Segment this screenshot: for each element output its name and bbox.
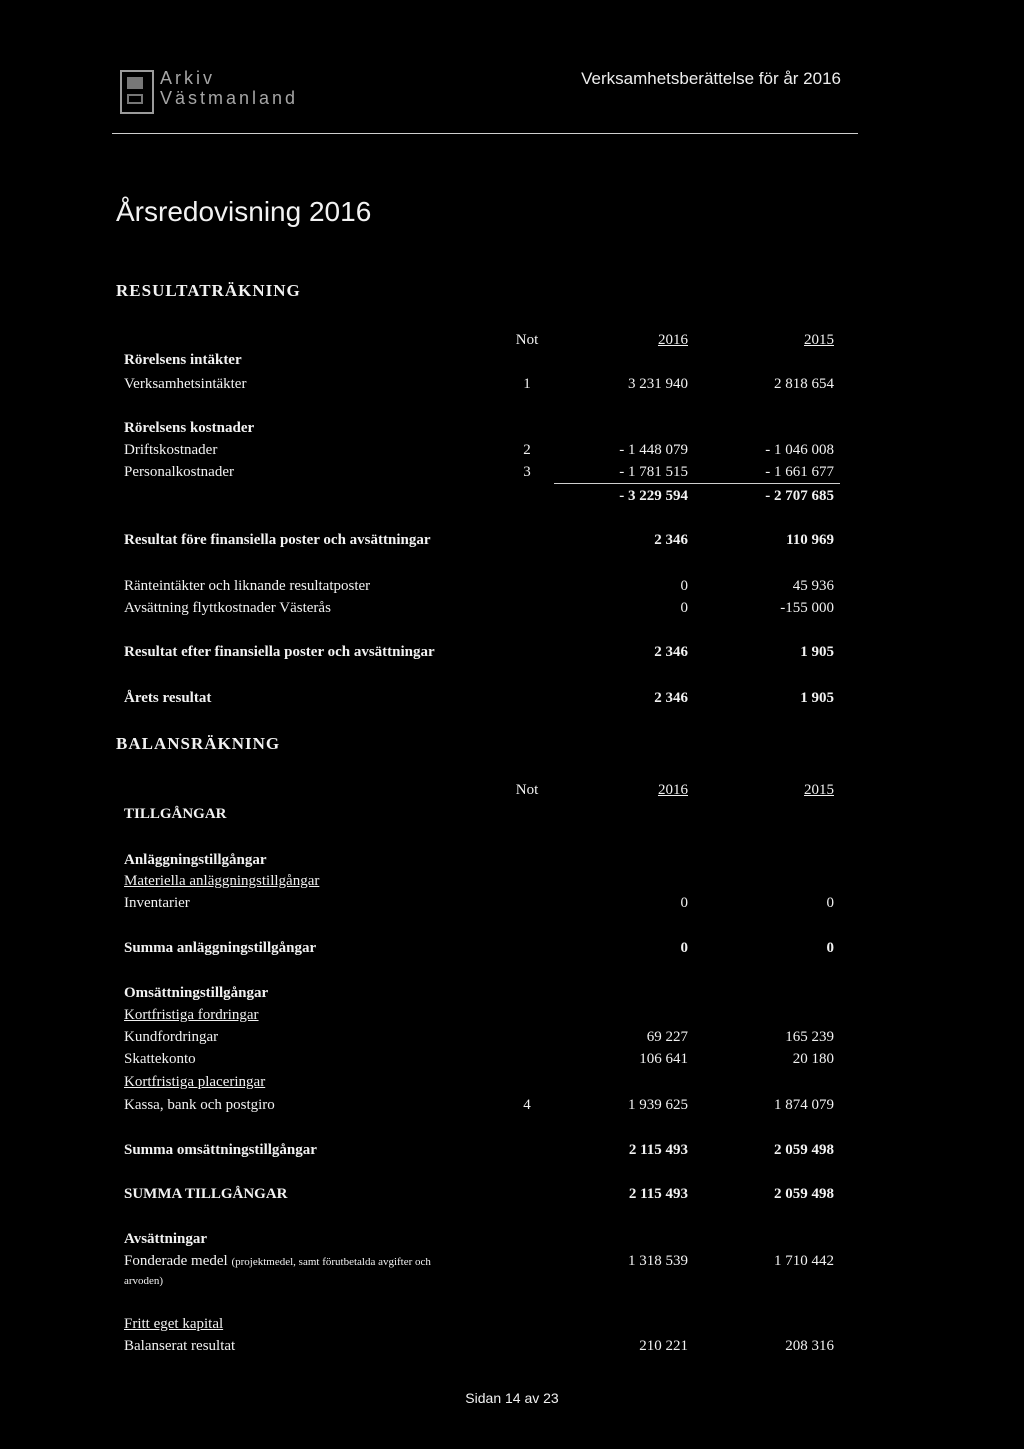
section-label	[124, 350, 834, 370]
table-row	[124, 1251, 834, 1271]
value-2015: 20 180	[792, 1051, 834, 1067]
section-label	[124, 850, 834, 870]
section-label	[124, 804, 834, 824]
value-2015: 2 059 498	[774, 1186, 834, 1202]
value-2016: 0	[680, 895, 688, 911]
section-label	[124, 1229, 834, 1249]
income-column-headers	[124, 330, 834, 350]
table-row-continuation	[124, 1271, 834, 1291]
value-2015: - 1 046 008	[765, 442, 834, 458]
archive-logo-icon	[120, 70, 154, 114]
value-2016: - 3 229 594	[619, 488, 688, 504]
table-row	[124, 1027, 834, 1047]
row-label: Personalkostnader	[124, 464, 234, 480]
value-2015: 1 905	[800, 690, 834, 706]
value-2016: 2 115 493	[628, 1186, 688, 1202]
row-label: Summa anläggningstillgångar	[124, 940, 317, 956]
value-2015: 2 059 498	[774, 1142, 834, 1158]
operating-expenses-heading: Rörelsens kostnader	[124, 420, 255, 436]
value-2016: 210 221	[639, 1338, 688, 1354]
value-2015: - 1 661 677	[765, 464, 834, 480]
value-2016: 1 939 625	[628, 1097, 688, 1113]
table-row	[124, 1095, 834, 1115]
value-2015: 1 874 079	[774, 1097, 834, 1113]
logo-text: Arkiv Västmanland	[160, 68, 299, 108]
row-label: Balanserat resultat	[124, 1338, 236, 1354]
table-row	[124, 1140, 834, 1160]
row-label: SUMMA TILLGÅNGAR	[124, 1186, 288, 1202]
section-label	[124, 418, 834, 438]
col-2016-header: 2016	[658, 332, 688, 348]
assets-heading: TILLGÅNGAR	[124, 806, 227, 822]
value-2016: - 1 448 079	[619, 442, 688, 458]
subsection-label	[124, 1005, 834, 1025]
value-2015: - 2 707 685	[765, 488, 834, 504]
value-2015: 110 969	[786, 532, 834, 548]
operating-income-heading: Rörelsens intäkter	[124, 352, 242, 368]
fonderade-note-continued: arvoden)	[124, 1275, 164, 1287]
value-2016: 1 318 539	[628, 1253, 688, 1269]
row-label: Summa omsättningstillgångar	[124, 1142, 317, 1158]
col-note-header: Not	[515, 332, 539, 348]
short-term-investments-label: Kortfristiga placeringar	[124, 1074, 266, 1090]
fixed-assets-heading: Anläggningstillgångar	[124, 852, 267, 868]
value-2015: 2 818 654	[774, 376, 834, 392]
value-2016: 2 346	[654, 690, 688, 706]
row-label: Inventarier	[124, 895, 190, 911]
unrestricted-equity-label: Fritt eget kapital	[124, 1316, 224, 1332]
balance-sheet-heading: BALANSRÄKNING	[116, 734, 281, 753]
tangible-assets-label: Materiella anläggningstillgångar	[124, 873, 320, 889]
page-title: Årsredovisning 2016	[116, 196, 372, 227]
row-label: Verksamhetsintäkter	[124, 376, 247, 392]
col-note-header: Not	[515, 782, 539, 798]
table-row	[124, 374, 834, 394]
table-row	[124, 1049, 834, 1069]
table-row	[124, 462, 834, 482]
section-label	[124, 983, 834, 1003]
value-2016: - 1 781 515	[619, 464, 688, 480]
value-2015: 0	[826, 895, 834, 911]
table-row	[124, 440, 834, 460]
table-row	[124, 938, 834, 958]
col-2016-header: 2016	[658, 782, 688, 798]
value-2016: 0	[680, 600, 688, 616]
row-label: Kundfordringar	[124, 1029, 219, 1045]
row-label	[124, 1251, 431, 1272]
table-row	[124, 530, 834, 550]
header-divider	[112, 133, 858, 134]
col-2015-header: 2015	[804, 332, 834, 348]
value-2015: 208 316	[785, 1338, 834, 1354]
value-2015: 165 239	[785, 1029, 834, 1045]
value-2016: 2 346	[654, 532, 688, 548]
balance-column-headers	[124, 780, 834, 800]
subtotal-rule	[554, 483, 840, 484]
subsection-label	[124, 1314, 834, 1334]
organization-logo	[108, 68, 298, 116]
short-term-receivables-label: Kortfristiga fordringar	[124, 1007, 259, 1023]
value-2016: 0	[680, 578, 688, 594]
value-2016: 3 231 940	[628, 376, 688, 392]
row-note: 2	[523, 442, 531, 458]
value-2016: 2 115 493	[628, 1142, 688, 1158]
table-row	[124, 598, 834, 618]
document-header-title: Verksamhetsberättelse för år 2016	[581, 69, 841, 88]
row-note: 4	[523, 1097, 531, 1113]
value-2015: 1 905	[800, 644, 834, 660]
col-2015-header: 2015	[804, 782, 834, 798]
table-row	[124, 688, 834, 708]
value-2015: 45 936	[792, 578, 834, 594]
row-label: Årets resultat	[124, 690, 212, 706]
value-2016: 0	[680, 940, 688, 956]
table-row	[124, 1336, 834, 1356]
row-label: Ränteintäkter och liknande resultatposter	[124, 578, 371, 594]
value-2016: 2 346	[654, 644, 688, 660]
row-label: Driftskostnader	[124, 442, 218, 458]
subtotal-row	[124, 486, 834, 506]
value-2015: -155 000	[780, 600, 834, 616]
table-row	[124, 576, 834, 596]
row-note: 1	[523, 376, 531, 392]
value-2015: 1 710 442	[774, 1253, 834, 1269]
value-2016: 69 227	[646, 1029, 688, 1045]
subsection-label	[124, 871, 834, 891]
table-row	[124, 642, 834, 662]
row-label: Kassa, bank och postgiro	[124, 1097, 275, 1113]
table-row	[124, 893, 834, 913]
row-label: Skattekonto	[124, 1051, 196, 1067]
table-row	[124, 1184, 834, 1204]
fonderade-note: (projektmedel, samt förutbetalda avgifter och	[231, 1256, 431, 1268]
subsection-label	[124, 1072, 834, 1092]
row-label: Resultat efter finansiella poster och avsättningar	[124, 644, 435, 660]
value-2016: 106 641	[639, 1051, 688, 1067]
row-label: Avsättning flyttkostnader Västerås	[124, 600, 331, 616]
income-statement-heading: RESULTATRÄKNING	[116, 281, 301, 300]
fonderade-label: Fonderade medel	[124, 1253, 228, 1269]
row-note: 3	[523, 464, 531, 480]
value-2015: 0	[826, 940, 834, 956]
page-number: Sidan 14 av 23	[465, 1390, 559, 1406]
provisions-heading: Avsättningar	[124, 1231, 208, 1247]
row-label: Resultat före finansiella poster och avsättningar	[124, 532, 431, 548]
current-assets-heading: Omsättningstillgångar	[124, 985, 269, 1001]
